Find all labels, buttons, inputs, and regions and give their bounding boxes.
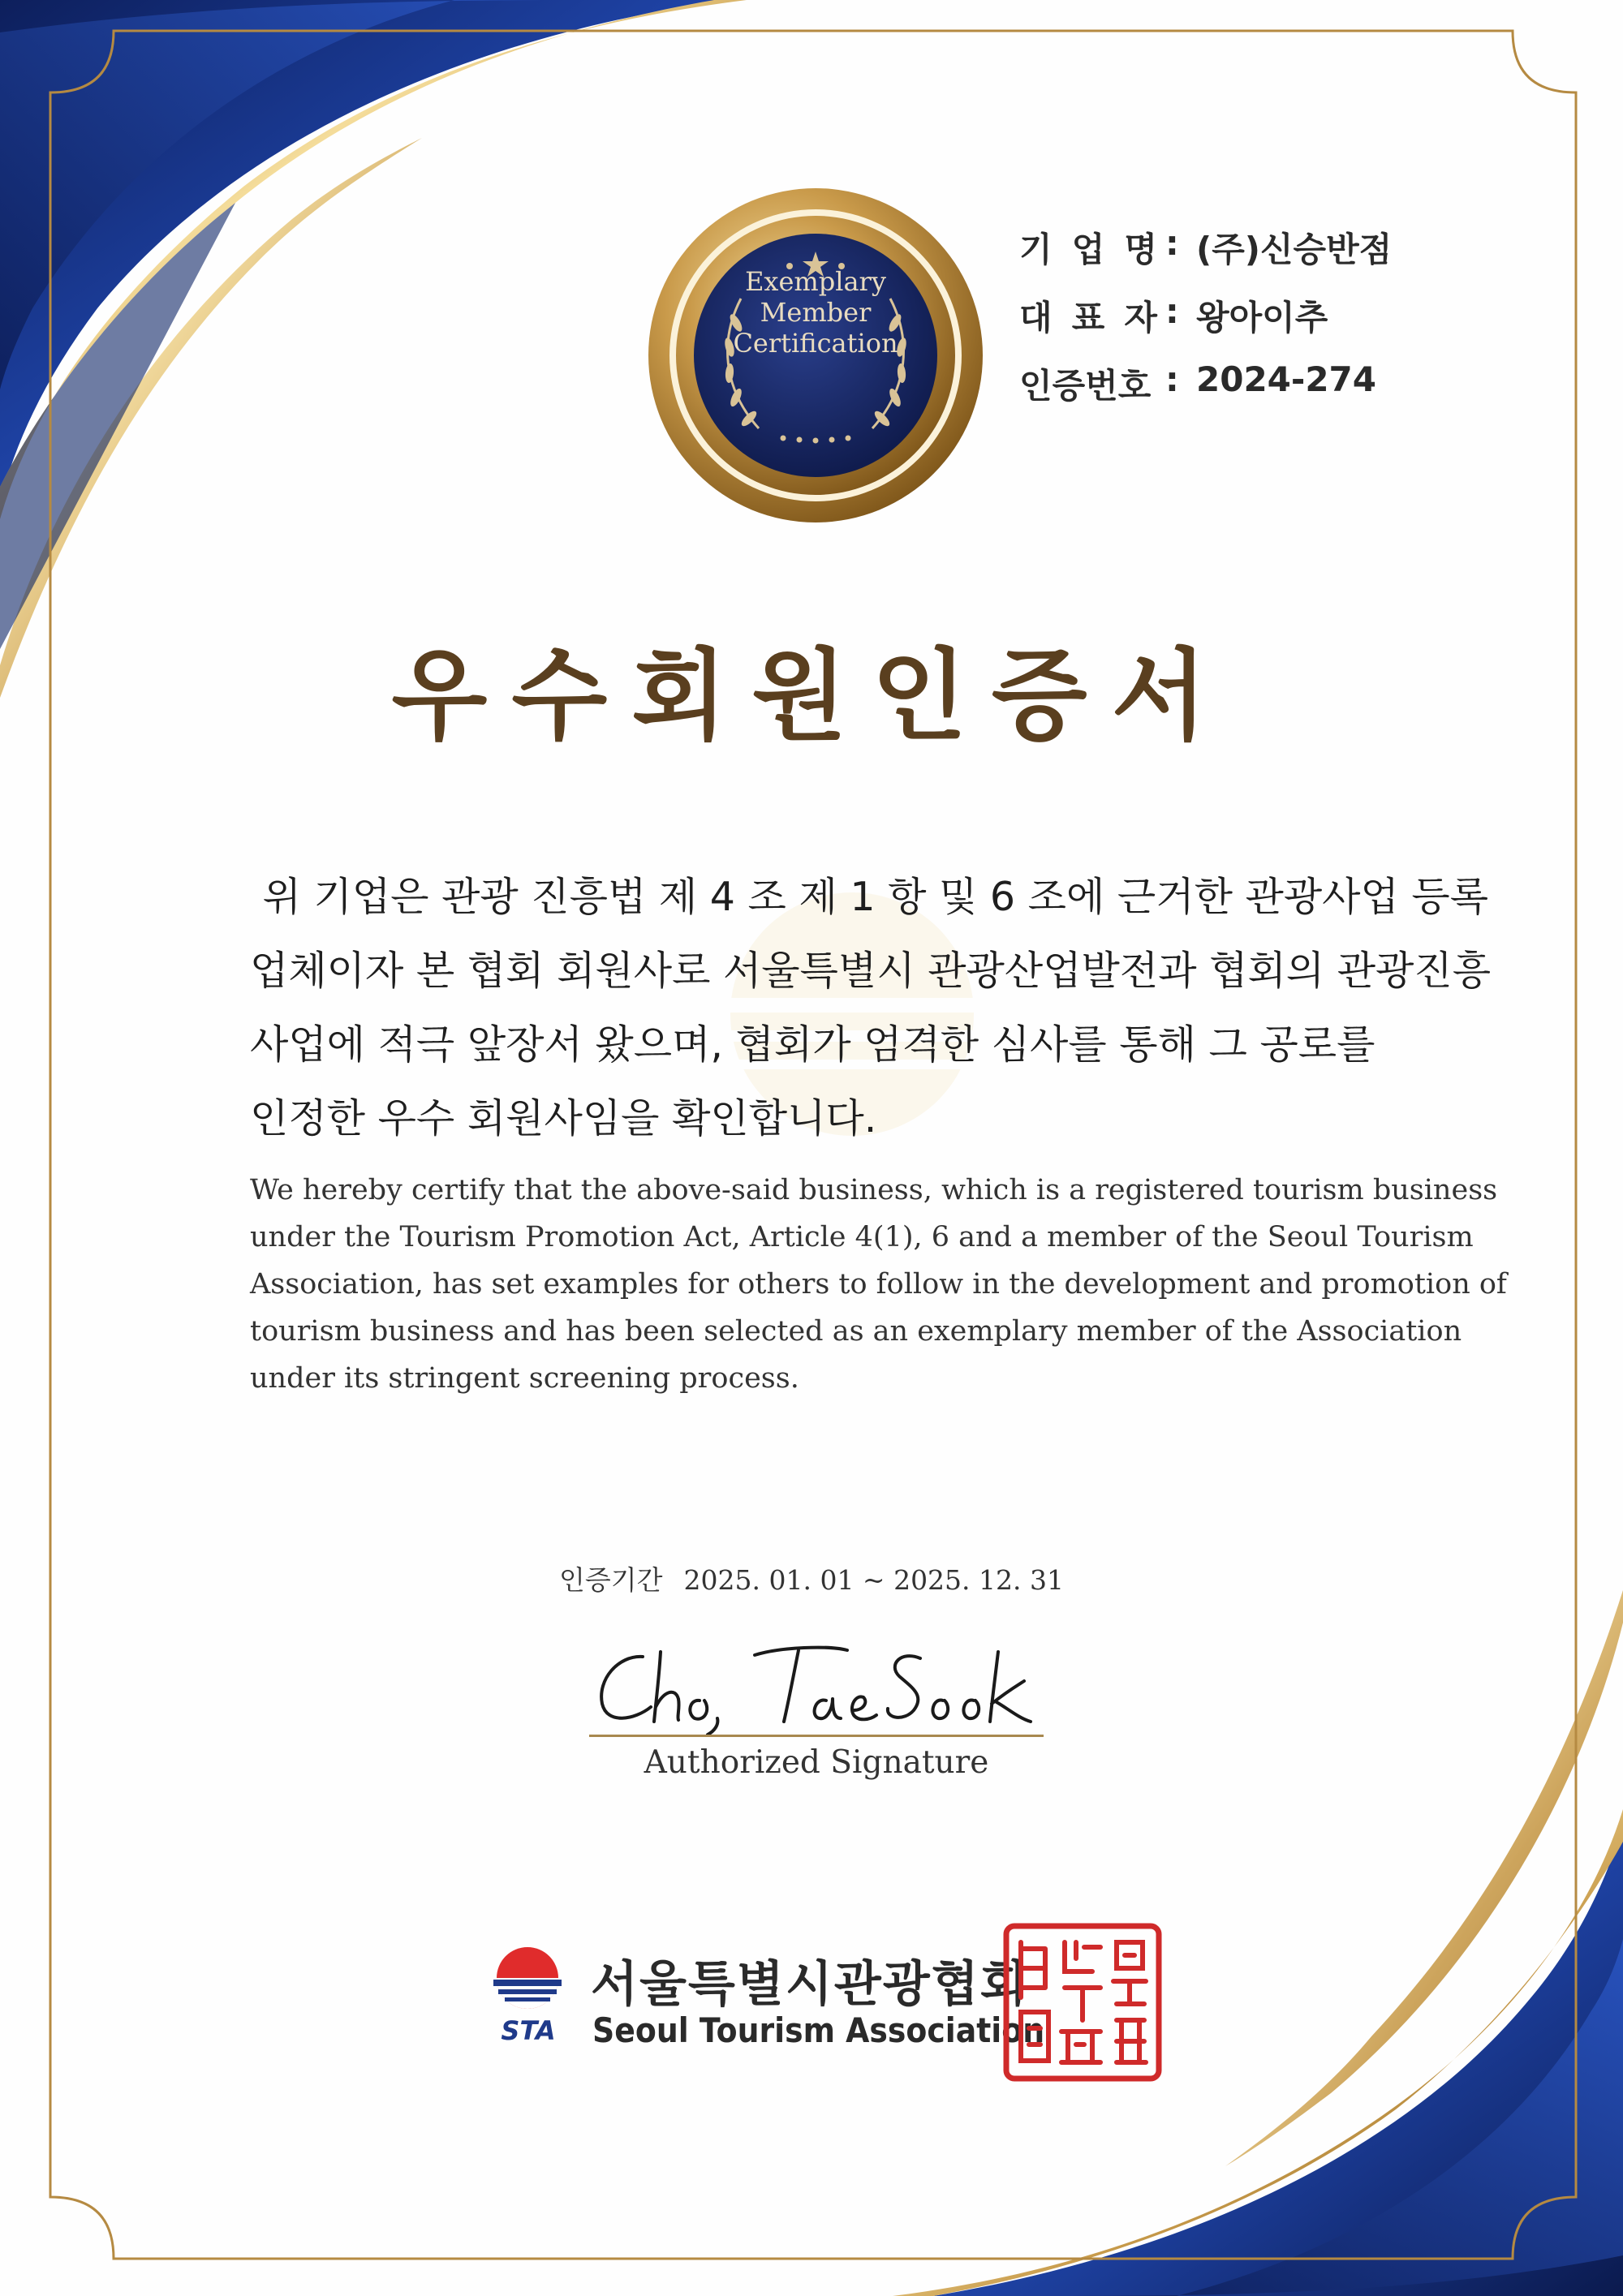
- signature-line: [589, 1735, 1044, 1737]
- representative-label: [1019, 291, 1157, 340]
- exemplary-member-medal: [645, 185, 986, 526]
- official-red-seal-stamp: [1003, 1923, 1162, 2082]
- colon: :: [1165, 359, 1179, 399]
- body-kr-line: [250, 860, 1489, 934]
- handwritten-signature: [586, 1623, 1040, 1736]
- body-en-line: [250, 1355, 1401, 1402]
- sta-abbr: STA: [501, 2015, 556, 2046]
- period-value: 2025. 01. 01 ~ 2025. 12. 31: [683, 1564, 1064, 1596]
- label-char: 기: [1019, 230, 1053, 269]
- medal-caption: [645, 266, 986, 359]
- representative-name: 왕아이추: [1196, 298, 1328, 338]
- certificate-title: 우수회원인증서: [391, 638, 1232, 754]
- body-kr-text: 위 기업은 관광 진흥법 제 4 조 제 1 항 및 6 조에 근거한 관광사업 등록: [250, 874, 1489, 920]
- cert-no-label: [1019, 359, 1157, 408]
- period-label: 인증기간: [559, 1564, 663, 1596]
- signature-caption: Authorized Signature: [644, 1744, 989, 1781]
- body-en-line: [250, 1308, 1462, 1355]
- body-kr-text: 업체이자 본 협회 회원사로 서울특별시 관광산업발전과 협회의 관광진흥: [250, 948, 1492, 994]
- label-char: 표: [1071, 298, 1105, 338]
- medal-line: Member: [760, 297, 872, 328]
- body-en-text: under its stringent screening process.: [250, 1362, 799, 1395]
- body-kr-text: 인정한 우수 회원사임을 확인합니다.: [250, 1095, 877, 1142]
- body-english: [250, 1167, 1507, 1402]
- certification-period: [0, 1559, 1623, 1597]
- medal-line: Exemplary: [745, 266, 886, 297]
- org-name-korean: 서울특별시관광협회: [591, 1956, 1029, 2013]
- colon: :: [1165, 223, 1179, 263]
- body-en-text: tourism business and has been selected as an exemplary member of the Association: [250, 1315, 1462, 1348]
- label-char: 대: [1019, 298, 1053, 338]
- label-char: 명: [1124, 230, 1157, 269]
- body-en-line: [250, 1261, 1507, 1308]
- body-kr-line: [250, 1008, 1401, 1081]
- body-en-text: We hereby certify that the above-said business, which is a registered tourism business: [250, 1174, 1498, 1206]
- sta-logo-icon: [485, 1946, 570, 2014]
- body-en-text: Association, has set examples for others to follow in the development and promotion of: [250, 1268, 1507, 1301]
- colon: :: [1165, 291, 1179, 331]
- company-label: [1019, 223, 1157, 272]
- body-en-line: [250, 1167, 1498, 1214]
- company-name: (주)신승반점: [1196, 230, 1393, 269]
- body-en-line: [250, 1214, 1474, 1261]
- cert-number: 2024-274: [1196, 359, 1376, 399]
- label-char: 업: [1071, 230, 1105, 269]
- label-text: 인증번호: [1019, 366, 1152, 406]
- body-en-text: under the Tourism Promotion Act, Article 4(1), 6 and a member of the Seoul Tourism: [250, 1221, 1474, 1253]
- body-kr-line: [250, 934, 1492, 1008]
- body-kr-text: 사업에 적극 앞장서 왔으며, 협회가 엄격한 심사를 통해 그 공로를: [250, 1021, 1375, 1068]
- body-kr-line: [250, 1081, 1401, 1155]
- org-name-english: Seoul Tourism Association: [592, 2010, 1045, 2050]
- body-korean: [250, 860, 1492, 1155]
- label-char: 자: [1124, 298, 1157, 338]
- medal-line: Certification: [733, 328, 898, 359]
